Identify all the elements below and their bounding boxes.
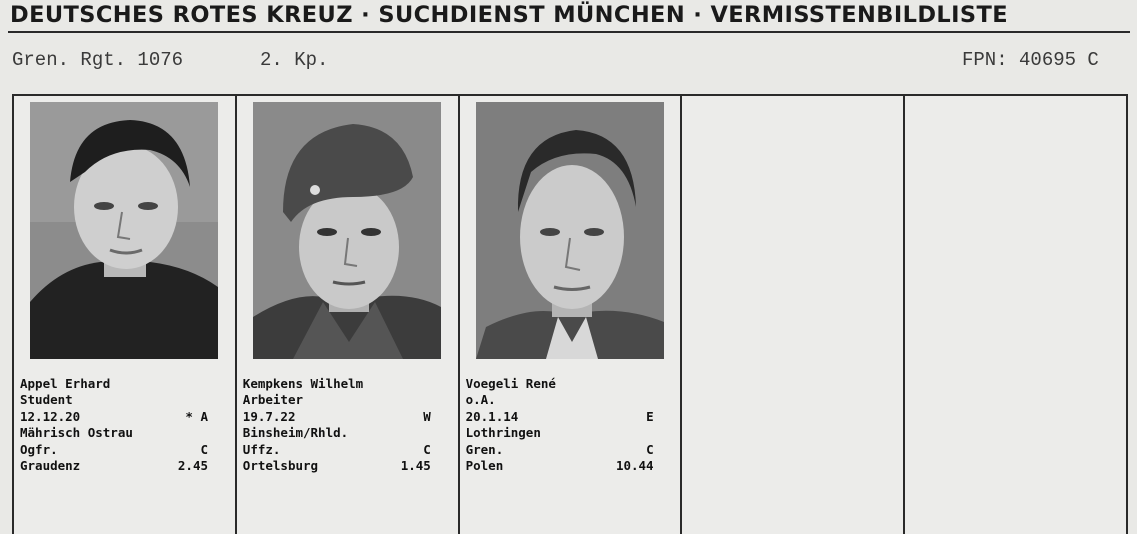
person-name: Appel Erhard <box>20 376 111 391</box>
regiment-label: Gren. Rgt. 1076 <box>12 49 184 71</box>
company-label: 2. Kp. <box>260 49 329 71</box>
person-occupation: Student <box>20 392 73 408</box>
person-info <box>20 376 212 474</box>
person-birth-date: 12.12.20 <box>20 408 81 424</box>
portrait-young-man-icon <box>30 102 218 359</box>
fpn-label: FPN: 40695 C <box>962 49 1099 71</box>
person-birthplace: Mährisch Ostrau <box>20 425 133 441</box>
person-birth-code: E <box>646 408 654 424</box>
person-birth-code: W <box>423 408 431 424</box>
person-occupation: Arbeiter <box>242 392 304 408</box>
person-card[interactable] <box>237 96 460 534</box>
portrait-photo <box>253 102 441 359</box>
person-info <box>466 376 658 474</box>
person-name: Kempkens Wilhelm <box>242 376 364 391</box>
empty-card <box>905 96 1126 534</box>
person-rank: Uffz. <box>242 441 281 457</box>
person-rank: Gren. <box>465 441 504 457</box>
person-card[interactable] <box>14 96 237 534</box>
person-last-seen-place: Polen <box>465 458 504 474</box>
person-grid <box>12 94 1128 534</box>
portrait-photo <box>476 102 664 359</box>
empty-card <box>682 96 905 534</box>
person-birthplace: Binsheim/Rhld. <box>242 425 349 441</box>
person-last-seen-date: 1.45 <box>400 458 431 474</box>
person-name: Voegeli René <box>465 376 556 391</box>
person-occupation: o.A. <box>465 392 496 408</box>
person-last-seen-place: Ortelsburg <box>242 458 319 474</box>
person-rank-code: C <box>646 441 654 457</box>
portrait-soldier-icon <box>253 102 441 359</box>
person-last-seen-date: 10.44 <box>615 458 654 474</box>
person-last-seen-date: 2.45 <box>177 458 208 474</box>
person-last-seen-place: Graudenz <box>20 458 81 474</box>
person-rank-code: C <box>423 441 431 457</box>
person-birth-date: 20.1.14 <box>465 408 519 424</box>
portrait-photo <box>30 102 218 359</box>
title-divider <box>8 31 1130 33</box>
portrait-older-man-icon <box>476 102 664 359</box>
person-rank: Ogfr. <box>20 441 58 457</box>
person-birth-date: 19.7.22 <box>242 408 296 424</box>
person-rank-code: C <box>200 441 208 457</box>
page-title: DEUTSCHES ROTES KREUZ · SUCHDIENST MÜNCHEN · VERMISSTENBILDLISTE <box>10 2 1009 28</box>
person-card[interactable] <box>460 96 683 534</box>
person-birth-code: * A <box>185 408 208 424</box>
person-info <box>243 376 435 474</box>
person-birthplace: Lothringen <box>465 425 541 441</box>
